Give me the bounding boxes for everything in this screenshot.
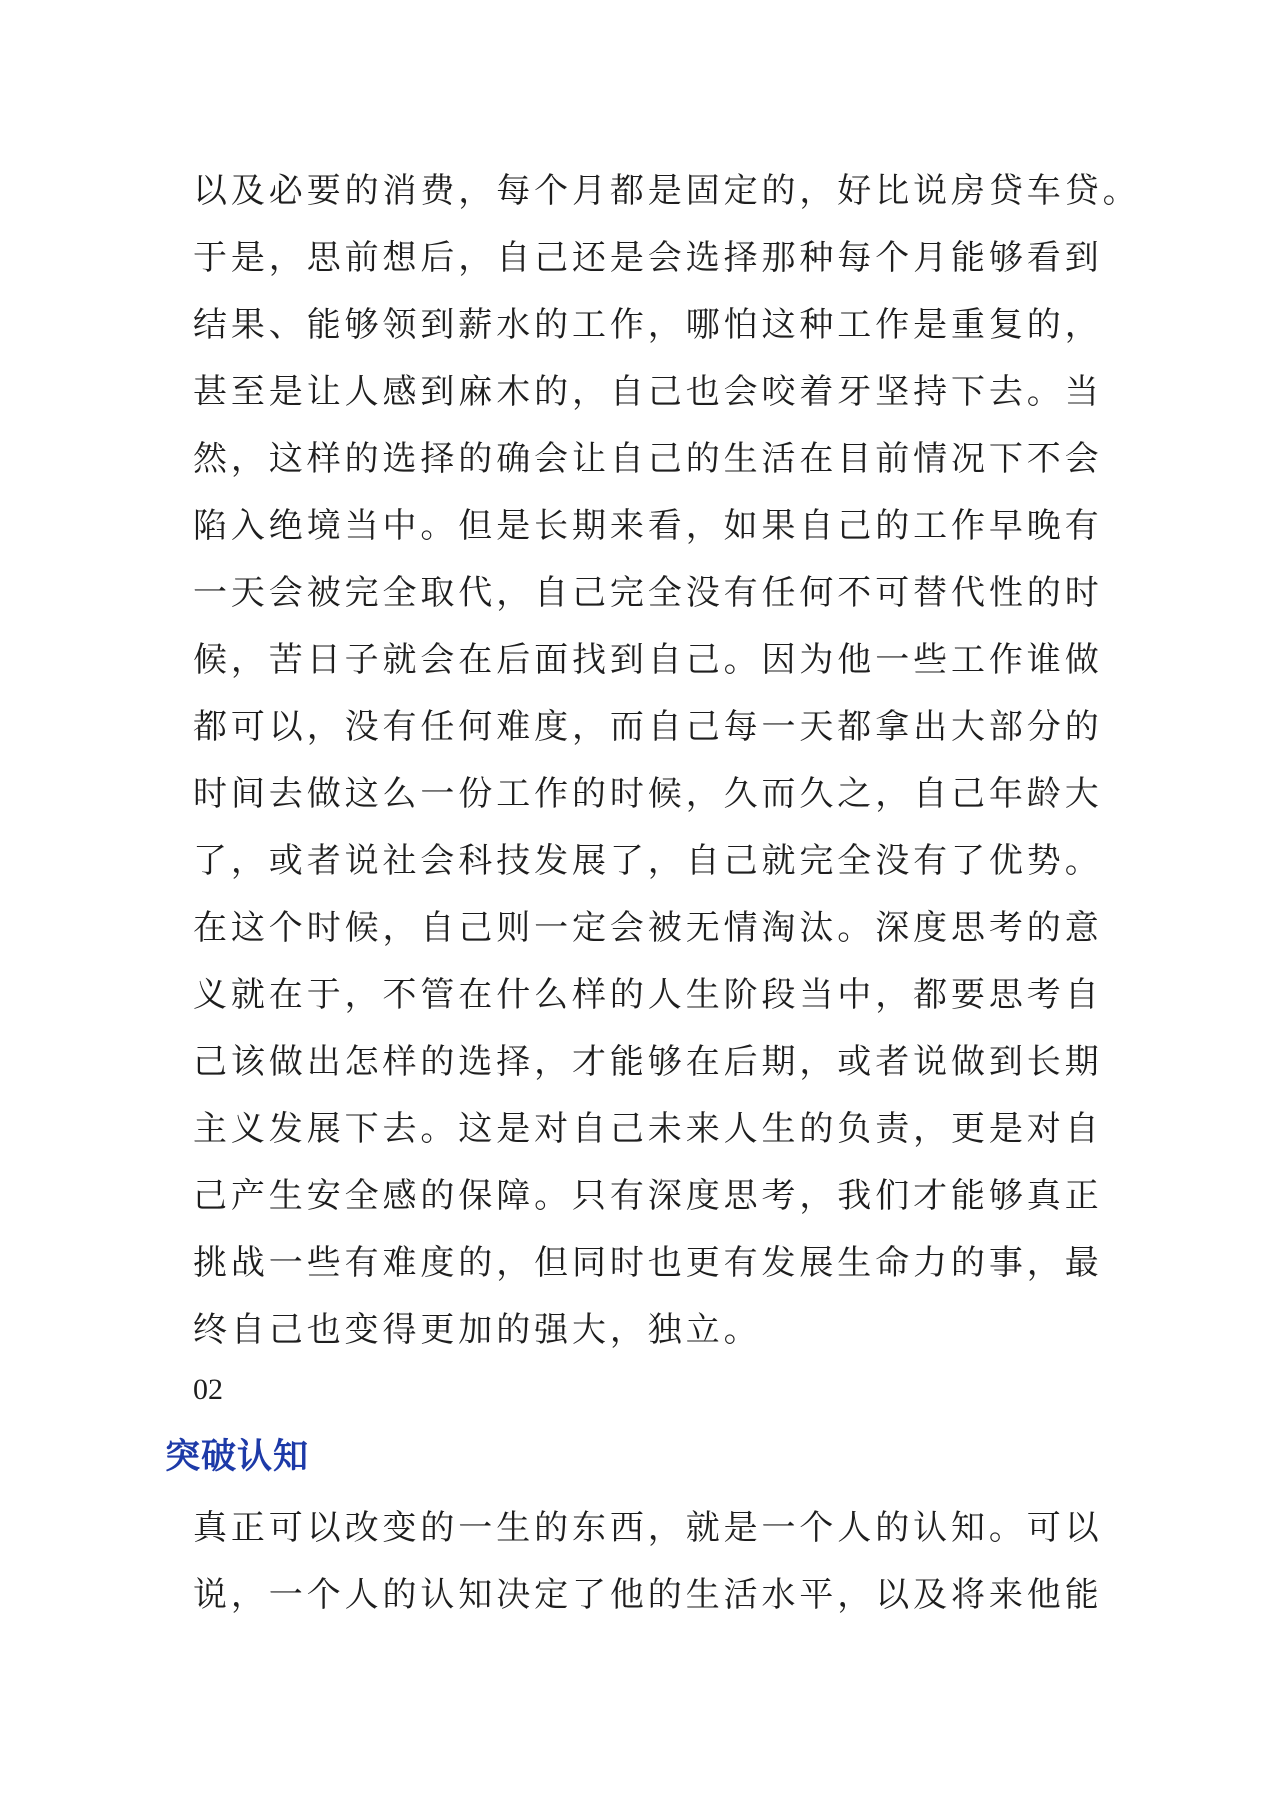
text-line: 然，这样的选择的确会让自己的生活在目前情况下不会 xyxy=(193,439,1103,479)
text-line: 甚至是让人感到麻木的，自己也会咬着牙坚持下去。当 xyxy=(193,372,1103,412)
text-line: 一天会被完全取代，自己完全没有任何不可替代性的时 xyxy=(193,573,1103,613)
text-line: 挑战一些有难度的，但同时也更有发展生命力的事，最 xyxy=(193,1243,1103,1283)
text-line: 真正可以改变的一生的东西，就是一个人的认知。可以 xyxy=(193,1508,1103,1548)
text-line: 义就在于，不管在什么样的人生阶段当中，都要思考自 xyxy=(193,975,1103,1015)
text-line: 时间去做这么一份工作的时候，久而久之，自己年龄大 xyxy=(193,774,1103,814)
text-line: 了，或者说社会科技发展了，自己就完全没有了优势。 xyxy=(193,841,1103,881)
text-line: 于是，思前想后，自己还是会选择那种每个月能够看到 xyxy=(193,238,1103,278)
text-line: 候，苦日子就会在后面找到自己。因为他一些工作谁做 xyxy=(193,640,1103,680)
text-line: 陷入绝境当中。但是长期来看，如果自己的工作早晚有 xyxy=(193,506,1103,546)
text-line: 主义发展下去。这是对自己未来人生的负责，更是对自 xyxy=(193,1109,1103,1149)
text-line: 己产生安全感的保障。只有深度思考，我们才能够真正 xyxy=(193,1176,1103,1216)
text-line: 都可以，没有任何难度，而自己每一天都拿出大部分的 xyxy=(193,707,1103,747)
text-line: 结果、能够领到薪水的工作，哪怕这种工作是重复的， xyxy=(193,305,1103,345)
section-number: 02 xyxy=(193,1373,223,1406)
text-line: 终自己也变得更加的强大，独立。 xyxy=(193,1310,762,1350)
section-paragraph xyxy=(193,1495,1103,1629)
body-paragraph xyxy=(193,158,1141,1364)
text-line: 以及必要的消费，每个月都是固定的，好比说房贷车贷。 xyxy=(193,171,1141,211)
text-line: 己该做出怎样的选择，才能够在后期，或者说做到长期 xyxy=(193,1042,1103,1082)
section-heading: 突破认知 xyxy=(165,1437,310,1477)
text-line: 说，一个人的认知决定了他的生活水平，以及将来他能 xyxy=(193,1575,1103,1615)
text-line: 在这个时候，自己则一定会被无情淘汰。深度思考的意 xyxy=(193,908,1103,948)
